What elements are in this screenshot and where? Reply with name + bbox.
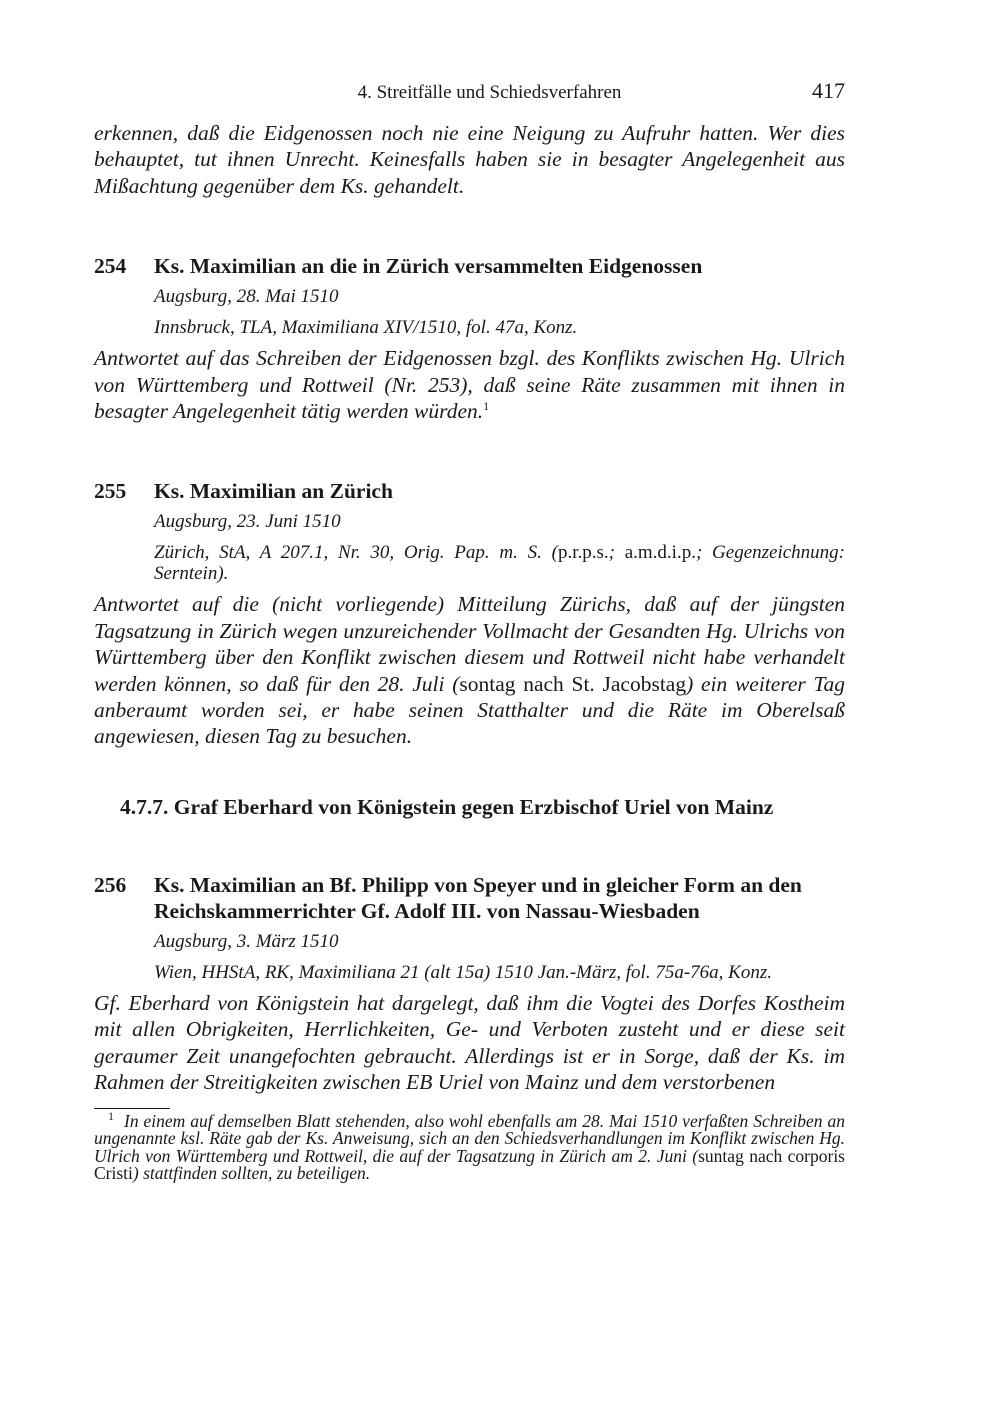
entry-date: Augsburg, 3. März 1510 (154, 930, 339, 952)
entry-number: 255 (94, 479, 127, 504)
entry-regest (94, 591, 845, 749)
entry-title: Ks. Maximilian an die in Zürich versammelten Eidgenossen (154, 254, 703, 279)
source-part-roman: p.r.p.s. (557, 542, 609, 564)
entry-source (154, 542, 845, 584)
entry-256 (94, 872, 845, 1096)
running-header (94, 78, 845, 108)
footnote-rule (94, 1108, 170, 1109)
regest-quote: sontag nach St. Jacobstag (459, 671, 687, 696)
source-part: ; Gegenzeichnung: Serntein). (154, 542, 845, 585)
entry-255 (94, 478, 845, 749)
entry-heading (94, 478, 845, 504)
entry-title: Ks. Maximilian an Bf. Philipp von Speyer und in gleicher Form an den Reichskammerrichter Gf. Adolf III. von Nassau-Wiesbaden (154, 872, 802, 923)
entry-heading (94, 872, 845, 924)
entry-source: Wien, HHStA, RK, Maximiliana 21 (alt 15a) 1510 Jan.-März, fol. 75a-76a, Konz. (154, 961, 772, 983)
entry-title: Ks. Maximilian an Zürich (154, 479, 393, 504)
footnote-mark: 1 (108, 1108, 114, 1123)
footnote-quote: suntag nach corporis Cristi (94, 1145, 845, 1183)
regest-text: Antwortet auf das Schreiben der Eidgenossen bzgl. des Konflikts zwischen Hg. Ulrich von Württemberg und Rottweil (Nr. 253), daß seine Räte zusammen mit ihnen in besagter Angelegenheit tätig werden würden. (94, 346, 845, 424)
regest-text: ) ein weiterer Tag anberaumt worden sei, er habe seinen Statthalter und die Räte im Oberelsaß angewiesen, diesen Tag zu besuchen. (94, 671, 845, 749)
page-number: 417 (812, 78, 845, 103)
entry-regest (94, 345, 845, 424)
entry-date: Augsburg, 23. Juni 1510 (154, 511, 341, 533)
running-header-title: 4. Streitfälle und Schiedsverfahren (357, 82, 622, 103)
entry-254 (94, 253, 845, 424)
entry-number: 256 (94, 872, 127, 897)
section-heading: 4.7.7. Graf Eberhard von Königstein gegen Erzbischof Uriel von Mainz (120, 794, 774, 819)
entry-regest: Gf. Eberhard von Königstein hat dargelegt, daß ihm die Vogtei des Dorfes Kostheim mit allen Obrigkeiten, Herrlichkeiten, Ge- und Verboten zusteht und er diese seit geraumer Zeit unangefochten gebraucht. Allerdings ist er in Sorge, daß der Ks. im Rahmen der Streitigkeiten zwischen EB Uriel von Mainz und dem verstorbenen (94, 990, 845, 1095)
source-part-roman: a.m.d.i.p. (624, 542, 696, 564)
entry-date: Augsburg, 28. Mai 1510 (154, 286, 339, 308)
regest-text: Antwortet auf die (nicht vorliegende) Mitteilung Zürichs, daß auf der jüngsten Tagsatzung in Zürich wegen unzureichender Vollmacht der Gesandten Hg. Ulrichs von Württemberg über den Konflikt zwischen diesem und Rottweil nicht habe verhandelt werden können, so daß für den 28. Juli ( (94, 592, 845, 696)
entry-source: Innsbruck, TLA, Maximiliana XIV/1510, fol. 47a, Konz. (154, 317, 578, 339)
entry-heading (94, 253, 845, 279)
document-page (94, 78, 845, 1183)
footnote-reference: 1 (483, 398, 490, 413)
entry-number: 254 (94, 254, 127, 279)
intro-paragraph: erkennen, daß die Eidgenossen noch nie eine Neigung zu Aufruhr hatten. Wer dies behauptet, tut ihnen Unrecht. Keinesfalls haben sie in besagter Angelegenheit aus Mißachtung gegenüber dem Ks. gehandelt. (94, 121, 845, 198)
footnote (94, 1108, 845, 1183)
source-part: ; (608, 542, 625, 564)
source-part: Zürich, StA, A 207.1, Nr. 30, Orig. Pap. m. S. ( (154, 542, 558, 564)
footnote-text: In einem auf demselben Blatt stehenden, also wohl ebenfalls am 28. Mai 1510 verfaßten Schreiben an ungenannte ksl. Räte gab der Ks. Anweisung, sich an den Schiedsverhandlungen im Konflikt zwischen Hg. Ulrich von Württemberg und Rottweil, die auf der Tagsatzung in Zürich am 2. Juni ( (94, 1110, 845, 1166)
footnote-text: ) stattfinden sollten, zu beteiligen. (132, 1163, 371, 1183)
